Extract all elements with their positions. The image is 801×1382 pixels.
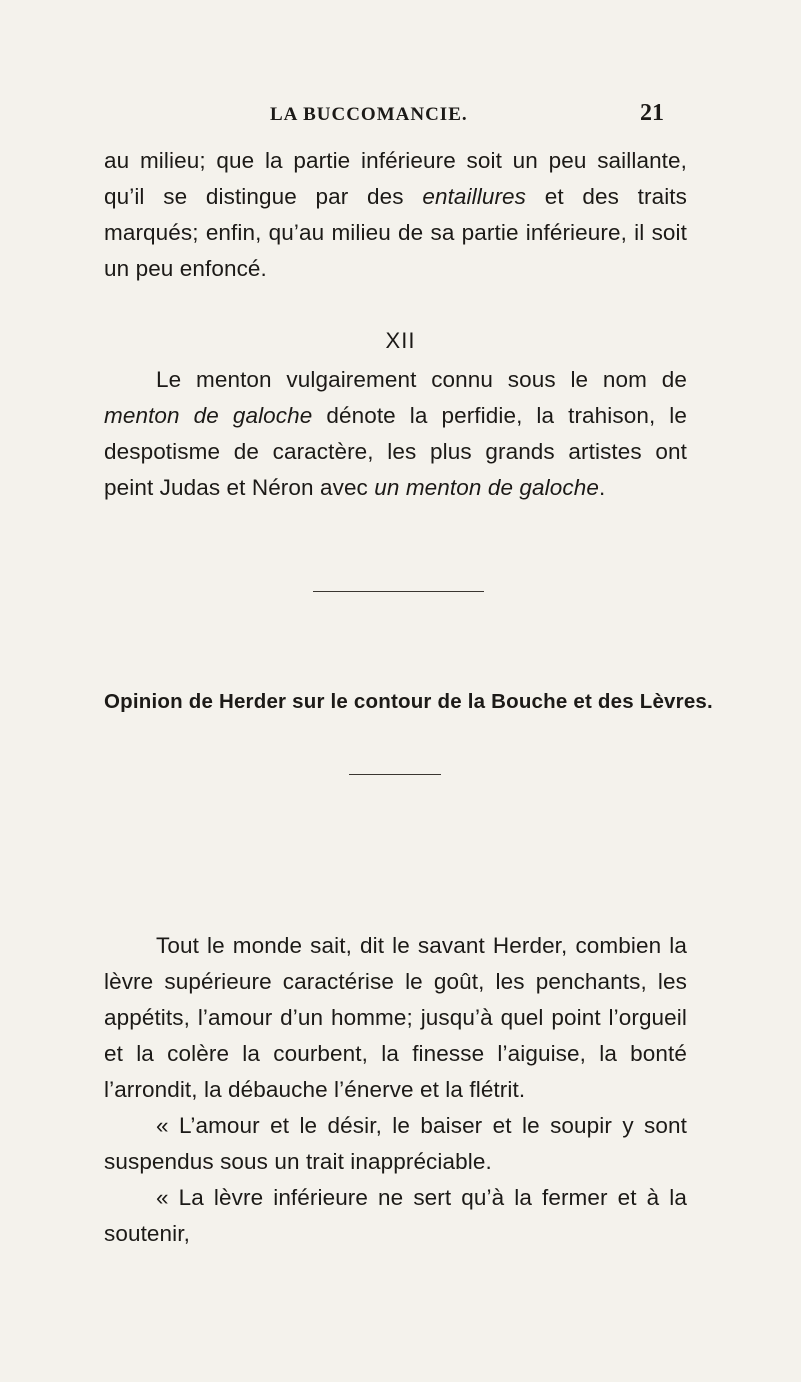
paragraph-quote-2: « La lèvre inférieure ne sert qu’à la fermer et à la soutenir, (104, 1185, 687, 1246)
running-title: LA BUCCOMANCIE. (270, 104, 468, 125)
paragraph2-text-c: . (598, 475, 606, 500)
running-head (0, 100, 801, 130)
paragraph1-italic: entaillures (422, 184, 527, 209)
paragraph2-text-a: Le menton vulgairement connu sous le nom de (156, 367, 687, 392)
section-number: XII (385, 328, 416, 353)
paragraph2-text-b: dénote la perfidie, la trahison, le despotisme de caractère, les plus grands artistes ont peint Judas et Néron avec (104, 403, 688, 500)
herder-text (104, 928, 687, 1252)
paragraph1-text-b: et des traits marqués; enfin, qu’au milieu de sa partie inférieure, il soit un peu enfoncé. (104, 184, 688, 281)
section-title: Opinion de Herder sur le contour de la Bouche et des Lèvres. (104, 690, 713, 713)
paragraph2-italic-b: un menton de galoche (374, 475, 599, 500)
paragraph-menton (104, 362, 687, 506)
paragraph2-italic-a: menton de galoche (104, 403, 313, 428)
page-number: 21 (640, 100, 664, 126)
paragraph-herder: Tout le monde sait, dit le savant Herder, combien la lèvre supérieure caractérise le goût, les penchants, les appétits, l’amour d’un homme; jusqu’à quel point l’orgueil et la colère la courbent, la finesse l’aiguise, la bonté l’arrondit, la débauche l’énerve et la flétrit. (104, 933, 687, 1102)
divider-rule-top (313, 591, 484, 592)
paragraph1-text-a: au milieu; que la partie inférieure soit un peu saillante, qu’il se distingue par des (104, 148, 687, 209)
divider-rule-bottom (349, 774, 441, 775)
paragraph-quote-1: « L’amour et le désir, le baiser et le soupir y sont suspendus sous un trait inappréciable. (104, 1113, 687, 1174)
paragraph-continuation (104, 143, 687, 287)
